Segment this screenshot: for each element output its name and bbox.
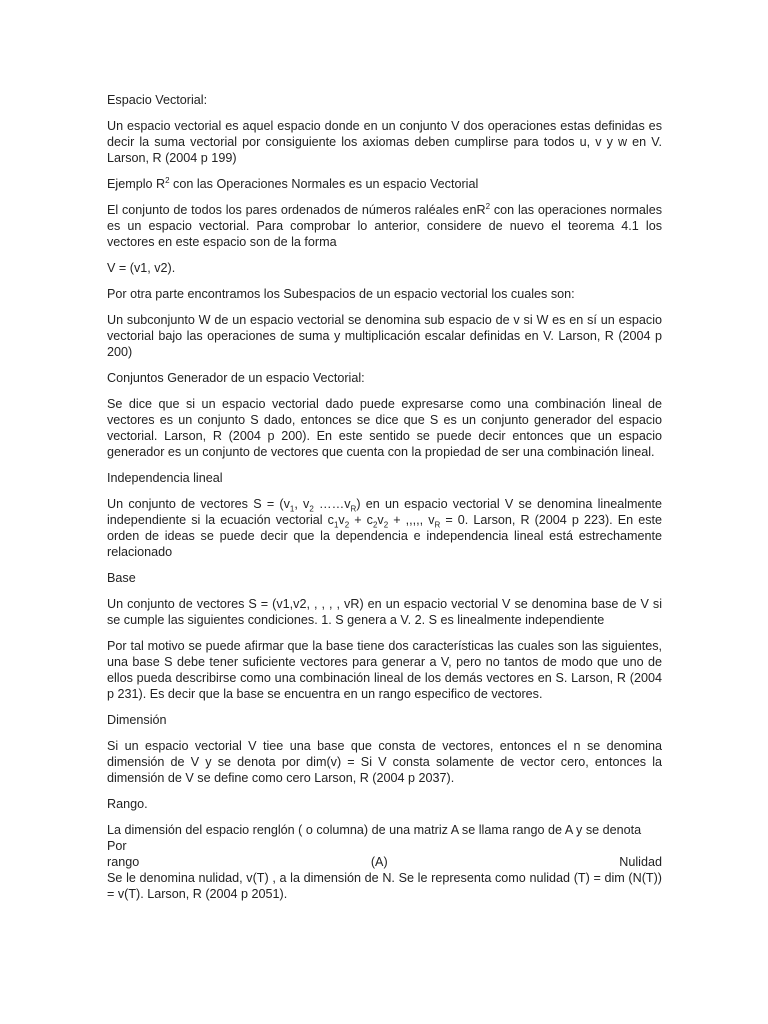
ind-text: ) en un espacio vectorial V se denomina linealmente independiente si la ecuación vectorial <box>107 497 663 527</box>
section-title-espacio-vectorial: Espacio Vectorial: <box>107 93 208 107</box>
formula-v: V = (v1, v2). <box>107 261 176 275</box>
paragraph-subespacio: Un subconjunto W de un espacio vectorial se denomina sub espacio de v si W es en sí un espacio vectorial bajo las operaciones de suma y multiplicación escalar definidas en V. Larson, R (2004 p 200) <box>107 313 662 359</box>
ind-text: v <box>377 513 384 527</box>
section-title-base: Base <box>107 571 136 585</box>
ejemplo-title-text: Ejemplo R <box>107 177 166 191</box>
subscript: 2 <box>383 520 389 530</box>
paragraph-ejemplo <box>107 202 662 250</box>
section-title-dimension: Dimensión <box>107 713 167 727</box>
paragraph-generador: Se dice que si un espacio vectorial dado puede expresarse como una combinación lineal de vectores es un conjunto S dado, entonces se dice que S es un conjunto generador del espacio vectorial. Larson, R (2004 p 200). En este sentido se puede decir entonces que un espacio generador es un conjunto de vectores que cuenta con la propiedad de ser una combinación lineal. <box>107 397 662 459</box>
paragraph-subespacios-intro: Por otra parte encontramos los Subespacios de un espacio vectorial los cuales son: <box>107 287 575 301</box>
section-title-independencia: Independencia lineal <box>107 471 223 485</box>
document-page <box>107 92 662 902</box>
rango-word: Nulidad <box>619 855 662 869</box>
rango-line-2 <box>107 854 662 870</box>
subscript: 2 <box>344 520 350 530</box>
ind-text: v <box>338 513 345 527</box>
ejemplo-body-text: con las operaciones normales es un espacio vectorial. Para comprobar lo anterior, considere de nuevo el teorema 4.1 los vectores en este espacio son de la forma <box>107 203 662 249</box>
rango-word: (A) <box>370 855 388 869</box>
ejemplo-body-text: El conjunto de todos los pares ordenados de números raléales enR <box>107 203 486 217</box>
ind-text: c <box>327 513 334 527</box>
ind-text: + c <box>349 513 373 527</box>
paragraph-dimension: Si un espacio vectorial V tiee una base que consta de vectores, entonces el n se denomina dimensión de V y se denota por dim(v) = Si V consta solamente de vector cero, entonces la dimensión de V se define como cero Larson, R (2004 p 2037). <box>107 739 662 785</box>
section-title-rango: Rango. <box>107 797 148 811</box>
paragraph-base-caracteristicas: Por tal motivo se puede afirmar que la base tiene dos características las cuales son las siguientes, una base S debe tener suficiente vectores para generar a V, pero no tantos de modo que uno de ellos pueda describirse como una combinación lineal de los demás vectores en S. Larson, R (2004 p 231). Es decir que la base se encuentra en un rango especifico de vectores. <box>107 639 662 701</box>
subscript: 2 <box>309 504 314 514</box>
ind-text: = 0. Larson, R (2004 p 223). En este orden de ideas se puede decir que la dependencia e independencia lineal está estrechamente relacionado <box>107 513 662 559</box>
section-title-generador: Conjuntos Generador de un espacio Vectorial: <box>107 371 365 385</box>
superscript: 2 <box>165 175 170 185</box>
rango-word: rango <box>107 855 140 869</box>
subscript: R <box>434 520 441 530</box>
rango-line-3: Se le denomina nulidad, v(T) , a la dimensión de N. Se le representa como nulidad (T) = dim (N(T)) = v(T). Larson, R (2004 p 2051). <box>107 871 662 901</box>
subscript: 1 <box>289 504 295 514</box>
ind-text: + ,,,,, v <box>388 513 435 527</box>
rango-line-1: La dimensión del espacio renglón ( o columna) de una matriz A se llama rango de A y se denota Por <box>107 823 642 853</box>
ind-text: ……v <box>313 497 351 511</box>
paragraph-independencia <box>107 496 662 560</box>
subscript: 1 <box>333 520 339 530</box>
paragraph-rango <box>107 822 662 902</box>
subscript: R <box>350 504 357 514</box>
paragraph-espacio-vectorial: Un espacio vectorial es aquel espacio donde en un conjunto V dos operaciones estas definidas es decir la suma vectorial por consiguiente los axiomas deben cumplirse para todos u, v y w en V. Larson, R (2004 p 199) <box>107 119 662 165</box>
ind-text: , v <box>294 497 310 511</box>
subscript: 2 <box>372 520 378 530</box>
ind-text: Un conjunto de vectores S = (v <box>107 497 290 511</box>
paragraph-base-definicion: Un conjunto de vectores S = (v1,v2, , , , , vR) en un espacio vectorial V se denomina base de V si se cumple las siguientes condiciones. 1. S genera a V. 2. S es linealmente independiente <box>107 597 662 627</box>
superscript: 2 <box>485 201 491 211</box>
section-title-ejemplo <box>107 176 662 192</box>
ejemplo-title-text: con las Operaciones Normales es un espacio Vectorial <box>169 177 479 191</box>
